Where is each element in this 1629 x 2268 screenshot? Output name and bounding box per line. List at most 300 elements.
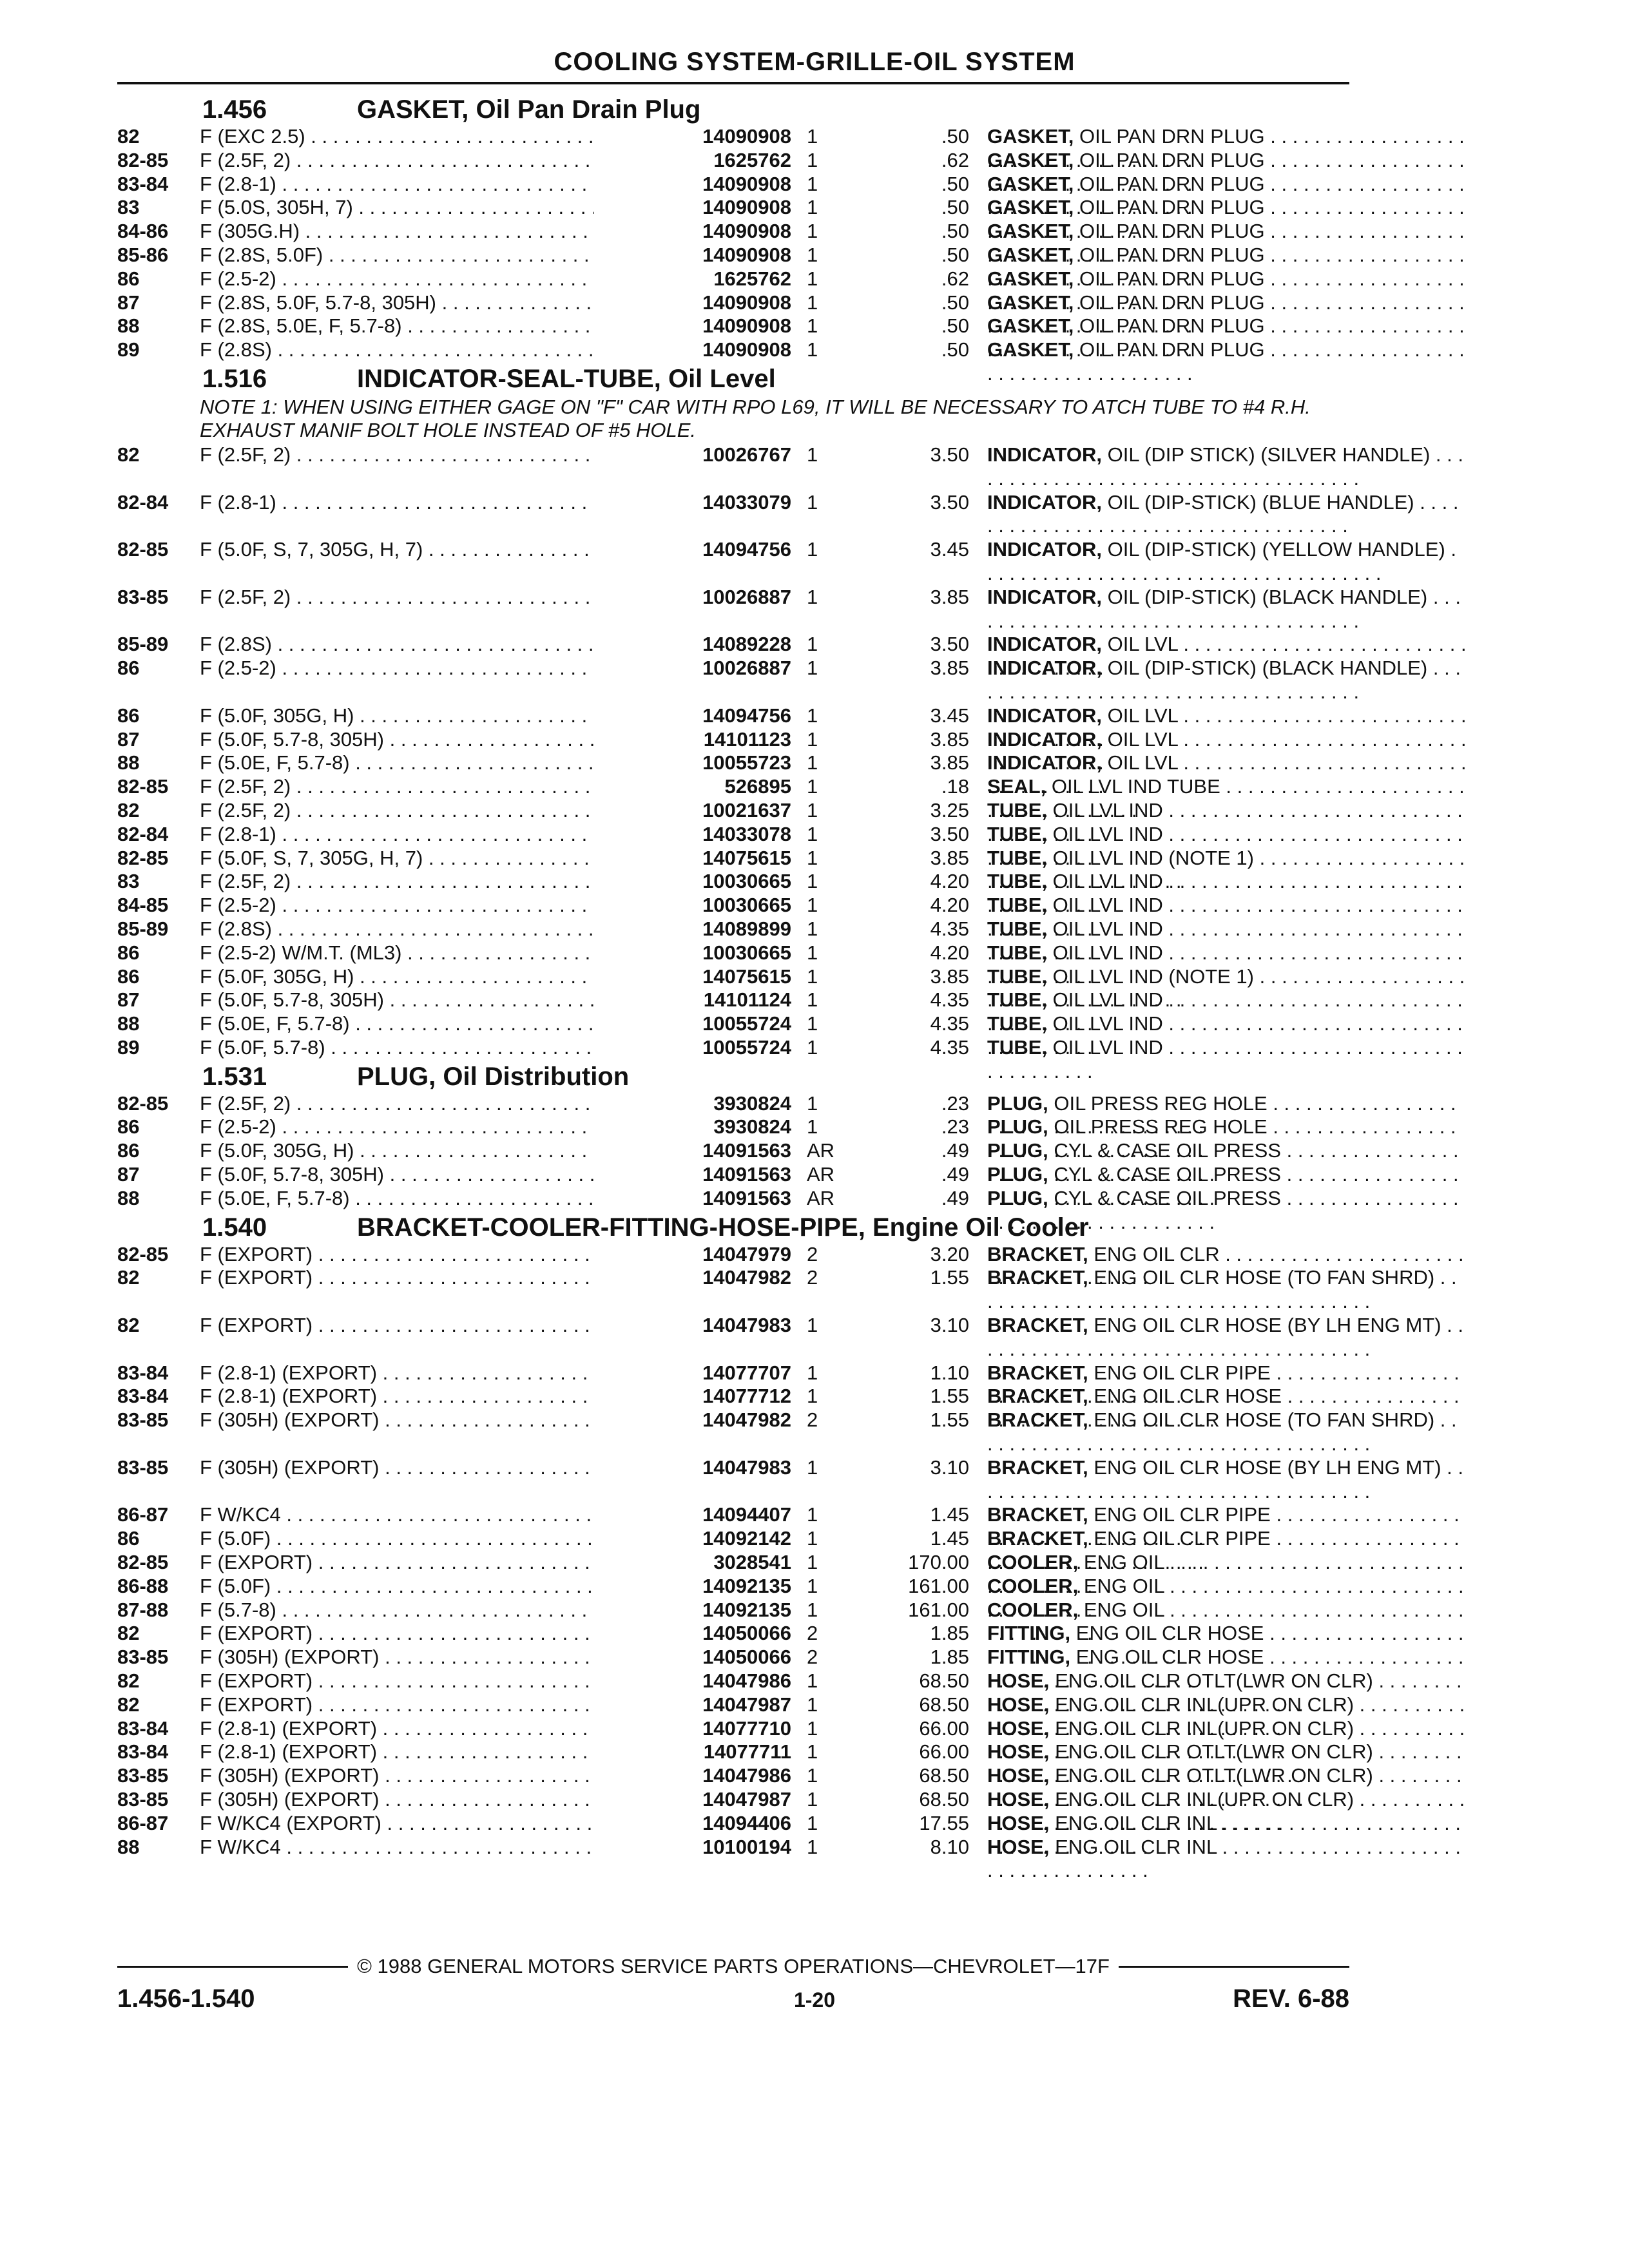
part-number: 14094406 xyxy=(594,1812,791,1836)
quantity: 1 xyxy=(807,1091,818,1115)
model-years: 82 xyxy=(117,1266,140,1289)
part-description: OIL LVL IND . . . xyxy=(987,823,1463,869)
part-description: ENG OIL CLR OTLT(LWR ON CLR) . . . xyxy=(987,1740,1462,1787)
application-text: F (5.0F, S, 7, 305G, H, 7) xyxy=(200,846,423,869)
part-number: 14047986 xyxy=(594,1669,791,1693)
part-name: TUBE, xyxy=(987,798,1047,822)
price: 1.85 xyxy=(930,1646,969,1669)
part-row xyxy=(117,267,1351,291)
part-row xyxy=(117,870,1351,894)
application-text: F (2.5-2) xyxy=(200,894,276,917)
application-cell xyxy=(200,338,594,362)
part-description: OIL (DIP STICK) (SILVER HANDLE) . . . xyxy=(987,443,1463,490)
part-description: ENG OIL CLR INL . . . xyxy=(987,1812,1461,1858)
copyright-text: © 1988 GENERAL MOTORS SERVICE PARTS OPERATIONS—CHEVROLET—17F xyxy=(357,1955,1110,1977)
part-number: 14077712 xyxy=(594,1385,791,1408)
part-number: 10055724 xyxy=(594,1012,791,1036)
model-years: 82 xyxy=(117,443,140,466)
part-number: 1625762 xyxy=(594,267,791,291)
price: 4.35 xyxy=(930,1035,969,1059)
part-description: OIL LVL IND (NOTE 1) . . . xyxy=(987,965,1465,1012)
model-years: 86 xyxy=(117,965,140,988)
application-text: F (5.0F, 5.7-8) xyxy=(200,1035,325,1059)
model-years: 82 xyxy=(117,125,140,148)
part-number: 14091563 xyxy=(594,1187,791,1211)
quantity: 1 xyxy=(807,125,818,148)
application-text: F (305H) (EXPORT) xyxy=(200,1764,380,1787)
application-cell xyxy=(200,1551,594,1575)
part-row xyxy=(117,1788,1354,1812)
part-number: 14090908 xyxy=(594,173,791,197)
application-text: F (EXPORT) xyxy=(200,1622,313,1645)
price: 3.85 xyxy=(930,657,969,680)
part-name: HOSE, xyxy=(987,1693,1050,1716)
application-text: F (2.8S, 5.0F) xyxy=(200,243,323,266)
application-text: F (2.8-1) xyxy=(200,172,276,195)
model-years: 87 xyxy=(117,291,140,314)
part-number: 14033078 xyxy=(594,823,791,847)
application-cell xyxy=(200,799,594,823)
application-cell xyxy=(200,1599,594,1622)
quantity: 1 xyxy=(807,798,818,822)
part-number: 14033079 xyxy=(594,491,791,515)
part-number: 14047983 xyxy=(594,1456,791,1480)
quantity: 2 xyxy=(807,1646,818,1669)
part-name: HOSE, xyxy=(987,1811,1050,1834)
part-row xyxy=(117,1456,1441,1504)
part-name: INDICATOR, xyxy=(987,751,1102,774)
part-number: 14090908 xyxy=(594,125,791,149)
part-row xyxy=(117,941,1351,965)
part-name: HOSE, xyxy=(987,1764,1050,1787)
quantity: 1 xyxy=(807,894,818,917)
part-name: TUBE, xyxy=(987,941,1047,964)
part-description: OIL PAN DRN PLUG . . . xyxy=(987,173,1465,219)
application-text: F (2.5-2) xyxy=(200,267,276,290)
part-name: BRACKET, xyxy=(987,1456,1088,1479)
price: 3.10 xyxy=(930,1314,969,1337)
part-row xyxy=(117,1716,1354,1741)
part-name: BRACKET, xyxy=(987,1361,1088,1384)
application-text: F (305H) (EXPORT) xyxy=(200,1646,380,1669)
part-row xyxy=(117,220,1351,244)
price: 68.50 xyxy=(919,1669,969,1693)
part-description: OIL PAN DRN PLUG . . . xyxy=(987,291,1465,338)
price: .50 xyxy=(941,196,969,219)
part-number: 14090908 xyxy=(594,338,791,362)
quantity: 1 xyxy=(807,846,818,869)
model-years: 86 xyxy=(117,941,140,964)
application-text: F (2.8S) xyxy=(200,338,272,361)
quantity: 1 xyxy=(807,822,818,845)
part-row xyxy=(117,196,1351,220)
application-cell xyxy=(200,870,594,894)
part-description: ENG OIL CLR HOSE (BY LH ENG MT) . . . xyxy=(987,1314,1463,1360)
quantity: 1 xyxy=(807,314,818,338)
application-text: F (2.8-1) (EXPORT) xyxy=(200,1716,378,1740)
part-name: GASKET, xyxy=(987,220,1074,243)
price: .49 xyxy=(941,1163,969,1186)
price: .49 xyxy=(941,1186,969,1209)
model-years: 87 xyxy=(117,1163,140,1186)
part-row xyxy=(117,538,1445,586)
price: 4.35 xyxy=(930,1012,969,1035)
part-description: OIL PAN DRN PLUG . . . xyxy=(987,314,1465,361)
quantity: 1 xyxy=(807,1035,818,1059)
part-number: 14075615 xyxy=(594,847,791,870)
part-number: 10055723 xyxy=(594,751,791,775)
application-text: F (305H) (EXPORT) xyxy=(200,1456,380,1479)
part-name: INDICATOR, xyxy=(987,657,1102,680)
model-years: 82 xyxy=(117,1693,140,1716)
quantity: 1 xyxy=(807,538,818,561)
part-name: TUBE, xyxy=(987,917,1047,940)
application-cell xyxy=(200,443,594,467)
application-cell xyxy=(200,988,594,1012)
part-row xyxy=(117,1599,1351,1622)
section-title: GASKET, Oil Pan Drain Plug xyxy=(357,95,701,124)
part-name: FITTING, xyxy=(987,1646,1071,1669)
application-text: F (2.5F, 2) xyxy=(200,148,291,171)
application-cell xyxy=(200,1836,594,1860)
price: 8.10 xyxy=(930,1835,969,1858)
model-years: 82-85 xyxy=(117,1551,169,1574)
section-code: 1.516 xyxy=(202,364,267,393)
section-title: BRACKET-COOLER-FITTING-HOSE-PIPE, Engine Oil Cooler xyxy=(357,1213,1089,1242)
part-number: 14047982 xyxy=(594,1266,791,1290)
part-row xyxy=(117,965,1351,989)
quantity: 1 xyxy=(807,1115,818,1139)
model-years: 83 xyxy=(117,196,140,219)
part-number: 14090908 xyxy=(594,220,791,244)
application-cell xyxy=(200,586,594,610)
price: 1.85 xyxy=(930,1622,969,1645)
part-name: INDICATOR, xyxy=(987,633,1102,656)
application-text: F (5.0F, 305G, H) xyxy=(200,704,354,727)
part-number: 14091563 xyxy=(594,1139,791,1163)
model-years: 88 xyxy=(117,751,140,774)
description-cell xyxy=(987,1456,1467,1504)
price: 3.85 xyxy=(930,727,969,751)
application-text: F (2.8-1) (EXPORT) xyxy=(200,1740,378,1763)
part-row xyxy=(117,125,1351,149)
part-name: HOSE, xyxy=(987,1835,1050,1858)
price: 3.50 xyxy=(930,633,969,656)
price: 3.85 xyxy=(930,585,969,608)
part-number: 10026887 xyxy=(594,586,791,610)
part-number: 14090908 xyxy=(594,291,791,315)
section-note: NOTE 1: WHEN USING EITHER GAGE ON "F" CAR WITH RPO L69, IT WILL BE NECESSARY TO ATCH TUBE TO #4 R.H. EXHAUST MANIF BOLT HOLE INSTEAD OF #5 HOLE. xyxy=(200,395,1311,441)
price: 161.00 xyxy=(908,1598,969,1621)
application-cell xyxy=(200,1669,594,1693)
part-description: OIL LVL . . . xyxy=(987,704,1467,751)
part-description: OIL (DIP-STICK) (BLUE HANDLE) . . . xyxy=(987,491,1458,537)
application-text: F (5.0E, F, 5.7-8) xyxy=(200,1186,350,1209)
part-description: ENG OIL CLR PIPE . . . xyxy=(987,1527,1460,1573)
application-cell xyxy=(200,267,594,291)
application-cell xyxy=(200,1092,594,1116)
model-years: 86 xyxy=(117,1139,140,1162)
quantity: 1 xyxy=(807,1835,818,1858)
part-description: ENG OIL . . . xyxy=(987,1599,1464,1645)
part-row xyxy=(117,799,1351,823)
description-cell xyxy=(987,1836,1467,1883)
part-row xyxy=(117,1361,1351,1385)
application-text: F (5.0F, 5.7-8, 305H) xyxy=(200,1163,385,1186)
part-description: OIL LVL IND . . . xyxy=(987,1036,1463,1082)
section-title: INDICATOR-SEAL-TUBE, Oil Level xyxy=(357,364,776,393)
model-years: 88 xyxy=(117,1186,140,1209)
model-years: 83-84 xyxy=(117,1740,169,1763)
application-text: F (305G.H) xyxy=(200,220,300,243)
model-years: 88 xyxy=(117,1835,140,1858)
quantity: 1 xyxy=(807,775,818,798)
part-description: CYL & CASE OIL PRESS . . . xyxy=(987,1139,1459,1186)
price: .50 xyxy=(941,172,969,195)
part-description: ENG OIL CLR INL(UPR ON CLR) . . . xyxy=(987,1788,1465,1834)
model-years: 86 xyxy=(117,704,140,727)
quantity: 2 xyxy=(807,1408,818,1432)
quantity: 2 xyxy=(807,1266,818,1289)
part-description: OIL PAN DRN PLUG . . . xyxy=(987,267,1465,314)
part-row xyxy=(117,728,1351,752)
part-number: 526895 xyxy=(594,775,791,799)
section-heading xyxy=(117,362,1351,394)
part-row xyxy=(117,585,1428,633)
section-code: 1.540 xyxy=(202,1213,267,1242)
part-row xyxy=(117,173,1351,197)
part-description: OIL (DIP-STICK) (YELLOW HANDLE) . . . xyxy=(987,538,1456,584)
model-years: 86 xyxy=(117,657,140,680)
part-row xyxy=(117,847,1351,870)
quantity: 1 xyxy=(807,1764,818,1787)
part-number: 14075615 xyxy=(594,965,791,989)
part-name: GASKET, xyxy=(987,314,1074,338)
model-years: 83-85 xyxy=(117,1456,169,1479)
description-cell xyxy=(987,657,1467,704)
model-years: 83-85 xyxy=(117,1646,169,1669)
part-description: ENG OIL CLR HOSE . . . xyxy=(987,1385,1460,1431)
quantity: 1 xyxy=(807,267,818,290)
application-text: F (5.0F, 305G, H) xyxy=(200,1139,354,1162)
part-row xyxy=(117,1187,1351,1211)
part-name: GASKET, xyxy=(987,196,1074,219)
part-name: GASKET, xyxy=(987,267,1074,290)
application-cell xyxy=(200,244,594,267)
quantity: 1 xyxy=(807,585,818,608)
model-years: 83-85 xyxy=(117,1764,169,1787)
part-row xyxy=(117,291,1351,315)
part-number: 14091563 xyxy=(594,1163,791,1187)
application-cell xyxy=(200,125,594,149)
quantity: 1 xyxy=(807,1669,818,1693)
application-cell xyxy=(200,196,594,220)
application-cell xyxy=(200,847,594,870)
part-number: 14077707 xyxy=(594,1361,791,1385)
application-cell xyxy=(200,1764,594,1788)
part-number: 14050066 xyxy=(594,1622,791,1646)
application-text: F (5.7-8) xyxy=(200,1598,276,1621)
model-years: 89 xyxy=(117,338,140,361)
price: 3.50 xyxy=(930,822,969,845)
part-name: INDICATOR, xyxy=(987,727,1102,751)
part-row xyxy=(117,1092,1351,1116)
part-row xyxy=(117,1646,1351,1669)
quantity: 1 xyxy=(807,243,818,266)
part-number: 14094756 xyxy=(594,704,791,728)
part-name: BRACKET, xyxy=(987,1408,1088,1432)
application-text: F (2.5F, 2) xyxy=(200,1091,291,1115)
part-number: 14094756 xyxy=(594,538,791,562)
part-number: 14047979 xyxy=(594,1243,791,1267)
description-cell xyxy=(987,443,1467,491)
quantity: 1 xyxy=(807,291,818,314)
section-range: 1.456-1.540 xyxy=(117,1984,255,2013)
part-description: OIL (DIP-STICK) (BLACK HANDLE) . . . xyxy=(987,586,1461,632)
application-cell xyxy=(200,775,594,799)
price: 4.35 xyxy=(930,988,969,1012)
price: 161.00 xyxy=(908,1574,969,1597)
model-years: 86-87 xyxy=(117,1811,169,1834)
part-name: HOSE, xyxy=(987,1669,1050,1693)
quantity: 1 xyxy=(807,751,818,774)
parts-list xyxy=(117,93,1445,1859)
application-cell xyxy=(200,1139,594,1163)
application-text: F (2.5F, 2) xyxy=(200,775,291,798)
part-row xyxy=(117,918,1351,941)
application-text: F (5.0F, 5.7-8, 305H) xyxy=(200,988,385,1012)
part-name: HOSE, xyxy=(987,1716,1050,1740)
part-row xyxy=(117,1163,1351,1187)
price: 3.20 xyxy=(930,1242,969,1265)
quantity: 1 xyxy=(807,1693,818,1716)
part-description: OIL PAN DRN PLUG . . . xyxy=(987,220,1465,266)
price: .50 xyxy=(941,314,969,338)
part-description: OIL PAN DRN PLUG . . . xyxy=(987,149,1465,195)
part-name: BRACKET, xyxy=(987,1314,1088,1337)
part-description: OIL LVL IND (NOTE 1) . . . xyxy=(987,847,1465,893)
part-name: TUBE, xyxy=(987,822,1047,845)
part-number: 14090908 xyxy=(594,244,791,267)
quantity: 2 xyxy=(807,1242,818,1265)
model-years: 87 xyxy=(117,988,140,1012)
part-row xyxy=(117,1575,1351,1599)
part-number: 14050066 xyxy=(594,1646,791,1669)
model-years: 83-85 xyxy=(117,1408,169,1432)
part-description: OIL LVL . . . xyxy=(987,751,1467,798)
model-years: 89 xyxy=(117,1035,140,1059)
part-name: INDICATOR, xyxy=(987,585,1102,608)
part-name: PLUG, xyxy=(987,1091,1048,1115)
part-number: 14089228 xyxy=(594,633,791,657)
application-cell xyxy=(200,1408,594,1432)
part-row xyxy=(117,1836,1351,1860)
quantity: 1 xyxy=(807,657,818,680)
part-description: CYL & CASE OIL PRESS . . . xyxy=(987,1163,1459,1209)
part-name: TUBE, xyxy=(987,870,1047,893)
price: 1.45 xyxy=(930,1527,969,1550)
application-text: F (305H) (EXPORT) xyxy=(200,1408,380,1432)
price: 3.50 xyxy=(930,490,969,514)
part-number: 14047987 xyxy=(594,1788,791,1812)
part-description: OIL PAN DRN PLUG . . . xyxy=(987,244,1465,290)
application-text: F (2.5-2) xyxy=(200,657,276,680)
quantity: AR xyxy=(807,1139,835,1162)
application-cell xyxy=(200,1788,594,1812)
part-name: GASKET, xyxy=(987,243,1074,266)
part-name: COOLER, xyxy=(987,1551,1079,1574)
quantity: 1 xyxy=(807,917,818,940)
part-description: OIL (DIP-STICK) (BLACK HANDLE) . . . xyxy=(987,657,1461,703)
part-row xyxy=(117,1622,1351,1646)
part-description: ENG OIL CLR HOSE (TO FAN SHRD) . . . xyxy=(987,1266,1457,1312)
section-heading xyxy=(117,93,1351,125)
title-rule xyxy=(117,82,1349,84)
quantity: 1 xyxy=(807,704,818,727)
model-years: 83-84 xyxy=(117,1385,169,1408)
model-years: 86 xyxy=(117,1527,140,1550)
application-text: F (5.0F) xyxy=(200,1527,271,1550)
part-name: INDICATOR, xyxy=(987,443,1102,466)
application-text: F (2.5F, 2) xyxy=(200,798,291,822)
model-years: 85-89 xyxy=(117,917,169,940)
model-years: 82-85 xyxy=(117,148,169,171)
part-number: 14090908 xyxy=(594,196,791,220)
application-cell xyxy=(200,1622,594,1646)
price: .50 xyxy=(941,220,969,243)
application-cell xyxy=(200,894,594,918)
application-text: F (2.8S, 5.0E, F, 5.7-8) xyxy=(200,314,402,338)
application-text: F (2.8S) xyxy=(200,633,272,656)
part-description: ENG OIL CLR HOSE (BY LH ENG MT) . . . xyxy=(987,1456,1463,1503)
price: 170.00 xyxy=(908,1551,969,1574)
price: 3.25 xyxy=(930,798,969,822)
model-years: 82-85 xyxy=(117,1242,169,1265)
price: 3.45 xyxy=(930,538,969,561)
model-years: 83-85 xyxy=(117,585,169,608)
part-number: 14092142 xyxy=(594,1527,791,1551)
part-description: OIL LVL IND . . . xyxy=(987,941,1463,988)
part-description: ENG OIL CLR PIPE . . . xyxy=(987,1503,1460,1550)
part-name: GASKET, xyxy=(987,125,1074,148)
quantity: 1 xyxy=(807,196,818,219)
application-text: F (5.0E, F, 5.7-8) xyxy=(200,751,350,774)
part-name: TUBE, xyxy=(987,965,1047,988)
price: .18 xyxy=(941,775,969,798)
part-description: ENG OIL . . . xyxy=(987,1575,1464,1621)
model-years: 87-88 xyxy=(117,1598,169,1621)
part-name: COOLER, xyxy=(987,1574,1079,1597)
model-years: 88 xyxy=(117,1012,140,1035)
part-description: OIL LVL IND . . . xyxy=(987,870,1463,916)
model-years: 85-86 xyxy=(117,243,169,266)
part-row xyxy=(117,1812,1351,1836)
part-row xyxy=(117,1551,1351,1575)
revision-label: REV. 6-88 xyxy=(1233,1984,1349,2013)
description-cell xyxy=(987,1266,1467,1314)
quantity: 1 xyxy=(807,1314,818,1337)
application-text: F (2.5F, 2) xyxy=(200,870,291,893)
quantity: 1 xyxy=(807,1598,818,1621)
description-cell xyxy=(987,491,1467,539)
part-name: BRACKET, xyxy=(987,1242,1088,1265)
part-description: ENG OIL CLR INL(UPR ON CLR) . . . xyxy=(987,1693,1465,1740)
part-name: INDICATOR, xyxy=(987,538,1102,561)
model-years: 82-85 xyxy=(117,775,169,798)
part-number: 10100194 xyxy=(594,1836,791,1860)
part-description: OIL PAN DRN PLUG . . . xyxy=(987,196,1465,242)
section-code: 1.531 xyxy=(202,1062,267,1091)
